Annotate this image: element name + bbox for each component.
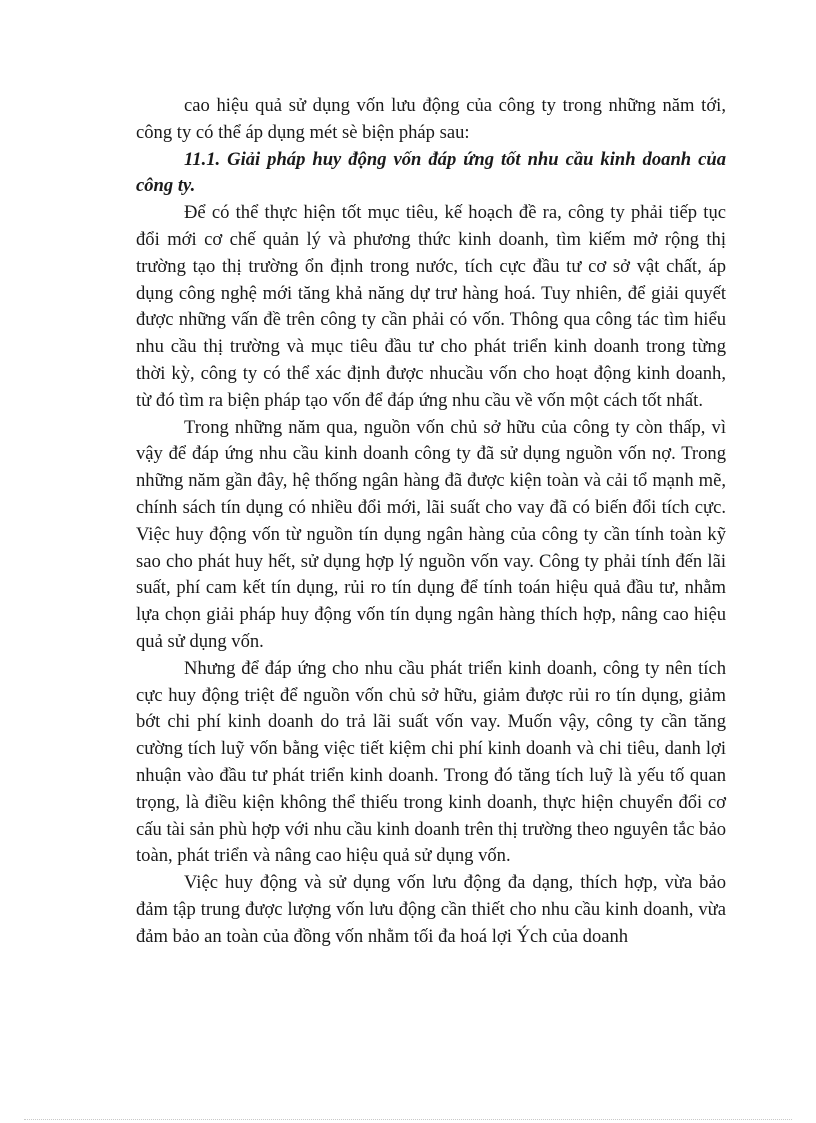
body-paragraph: Nhưng để đáp ứng cho nhu cầu phát triển kinh doanh, công ty nên tích cực huy động triệt để nguồn vốn chủ sở hữu, giảm được rủi ro tín dụng, giảm bớt chi phí kinh doanh do trả lãi suất vốn vay. Muốn vậy, công ty cần tăng cường tích luỹ vốn bằng việc tiết kiệm chi phí kinh doanh và chi tiêu, danh lợi nhuận vào đầu tư phát triển kinh doanh. Trong đó tăng tích luỹ là yếu tố quan trọng, là điều kiện không thể thiếu trong kinh doanh, thực hiện chuyển đổi cơ cấu tài sản phù hợp với nhu cầu kinh doanh trên thị trường theo nguyên tắc bảo toàn, phát triển và nâng cao hiệu quả sử dụng vốn. <box>136 657 727 867</box>
body-paragraph: Để có thể thực hiện tốt mục tiêu, kế hoạch đề ra, công ty phải tiếp tục đổi mới cơ chế quản lý và phương thức kinh doanh, tìm kiếm mở rộng thị trường tạo thị trường ổn định trong nước, tích cực đầu tư cơ sở vật chất, áp dụng công nghệ mới tăng khả năng dự trư hàng hoá. Tuy nhiên, để giải quyết được những vấn đề trên công ty cần phải có vốn. Thông qua công tác tìm hiểu nhu cầu thị trường và mục tiêu đầu tư cho phát triển kinh doanh trong từng thời kỳ, công ty có thể xác định được nhucầu vốn cho hoạt động kinh doanh, từ đó tìm ra biện pháp tạo vốn để đáp ứng nhu cầu về vốn một cách tốt nhất. <box>136 202 726 411</box>
body-paragraph: Việc huy động và sử dụng vốn lưu động đa dạng, thích hợp, vừa bảo đảm tập trung được lượng vốn lưu động cần thiết cho nhu cầu kinh doanh, vừa đảm bảo an toàn của đồng vốn nhằm tối đa hoá lợi Ých của doanh <box>136 872 726 947</box>
page-bottom-divider <box>24 1119 792 1120</box>
intro-paragraph: cao hiệu quả sử dụng vốn lưu động của công ty trong những năm tới, công ty có thể áp dụng mét sè biện pháp sau: <box>136 95 726 143</box>
document-page <box>136 93 726 951</box>
body-paragraph: Trong những năm qua, nguồn vốn chủ sở hữu của công ty còn thấp, vì vậy để đáp ứng nhu cầu kinh doanh công ty đã sử dụng nguồn vốn nợ. Trong những năm gần đây, hệ thống ngân hàng đã được kiện toàn và cải tổ mạnh mẽ, chính sách tín dụng có nhiều đổi mới, lãi suất cho vay đã có biến đổi tích cực. Việc huy động vốn từ nguồn tín dụng ngân hàng của công ty cần tính toàn kỹ sao cho phát huy hết, sử dụng hợp lý nguồn vốn vay. Công ty phải tính đến lãi suất, phí cam kết tín dụng, rủi ro tín dụng để tính toán hiệu quả đầu tư, nhằm lựa chọn giải pháp huy động vốn tín dụng ngân hàng thích hợp, nâng cao hiệu quả sử dụng vốn. <box>136 416 726 652</box>
section-heading: 11.1. Giải pháp huy động vốn đáp ứng tốt nhu cầu kinh doanh của công ty. <box>136 148 726 197</box>
